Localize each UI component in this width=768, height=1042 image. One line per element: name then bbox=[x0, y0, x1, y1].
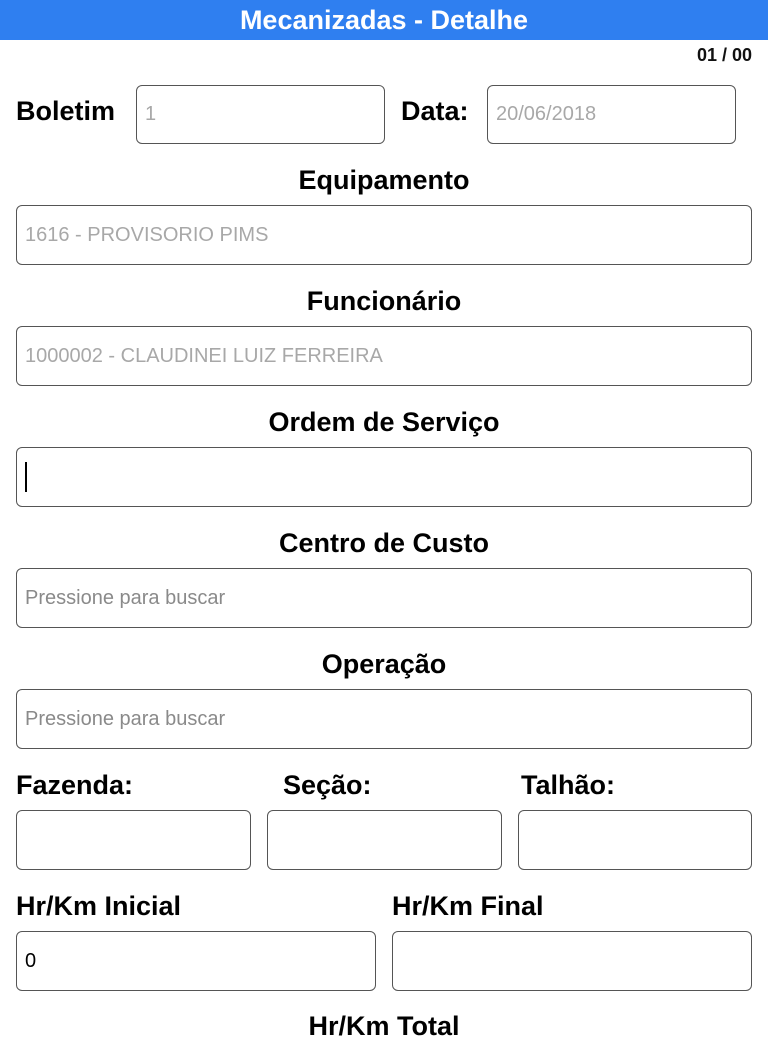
boletim-label: Boletim bbox=[16, 96, 116, 126]
funcionario-label: Funcionário bbox=[306, 286, 462, 316]
operacao-label: Operação bbox=[321, 649, 447, 679]
data-field[interactable] bbox=[487, 85, 736, 144]
boletim-field[interactable] bbox=[136, 85, 385, 144]
ordem-servico-label: Ordem de Serviço bbox=[268, 407, 500, 437]
talhao-input[interactable] bbox=[518, 810, 752, 870]
operacao-field[interactable] bbox=[16, 689, 752, 749]
funcionario-field[interactable] bbox=[16, 326, 752, 386]
hrkm-inicial-value: 0 bbox=[25, 949, 37, 972]
equipamento-field[interactable] bbox=[16, 205, 752, 265]
hrkm-inicial-input[interactable] bbox=[16, 931, 376, 991]
secao-input[interactable] bbox=[267, 810, 502, 870]
hrkm-final-input[interactable] bbox=[392, 931, 752, 991]
header-title: Mecanizadas - Detalhe bbox=[239, 4, 529, 35]
app-header bbox=[0, 0, 768, 40]
data-label: Data: bbox=[401, 96, 469, 126]
page-counter: 01 / 00 bbox=[696, 45, 752, 65]
hrkm-inicial-label: Hr/Km Inicial bbox=[16, 891, 182, 921]
talhao-label: Talhão: bbox=[521, 770, 615, 800]
hrkm-total-label: Hr/Km Total bbox=[308, 1011, 460, 1041]
equipamento-label: Equipamento bbox=[298, 165, 470, 195]
centro-custo-label: Centro de Custo bbox=[278, 528, 489, 558]
secao-label: Seção: bbox=[283, 770, 372, 800]
centro-custo-placeholder: Pressione para buscar bbox=[25, 586, 226, 609]
fazenda-input[interactable] bbox=[16, 810, 251, 870]
boletim-value: 1 bbox=[145, 103, 157, 125]
equipamento-value: 1616 - PROVISORIO PIMS bbox=[25, 223, 269, 246]
hrkm-final-label: Hr/Km Final bbox=[392, 891, 544, 921]
data-value: 20/06/2018 bbox=[496, 103, 597, 125]
centro-custo-field[interactable] bbox=[16, 568, 752, 628]
funcionario-value: 1000002 - CLAUDINEI LUIZ FERREIRA bbox=[25, 344, 383, 367]
ordem-servico-input[interactable] bbox=[16, 447, 752, 507]
fazenda-label: Fazenda: bbox=[16, 770, 134, 800]
text-cursor bbox=[25, 462, 27, 492]
operacao-placeholder: Pressione para buscar bbox=[25, 707, 226, 730]
